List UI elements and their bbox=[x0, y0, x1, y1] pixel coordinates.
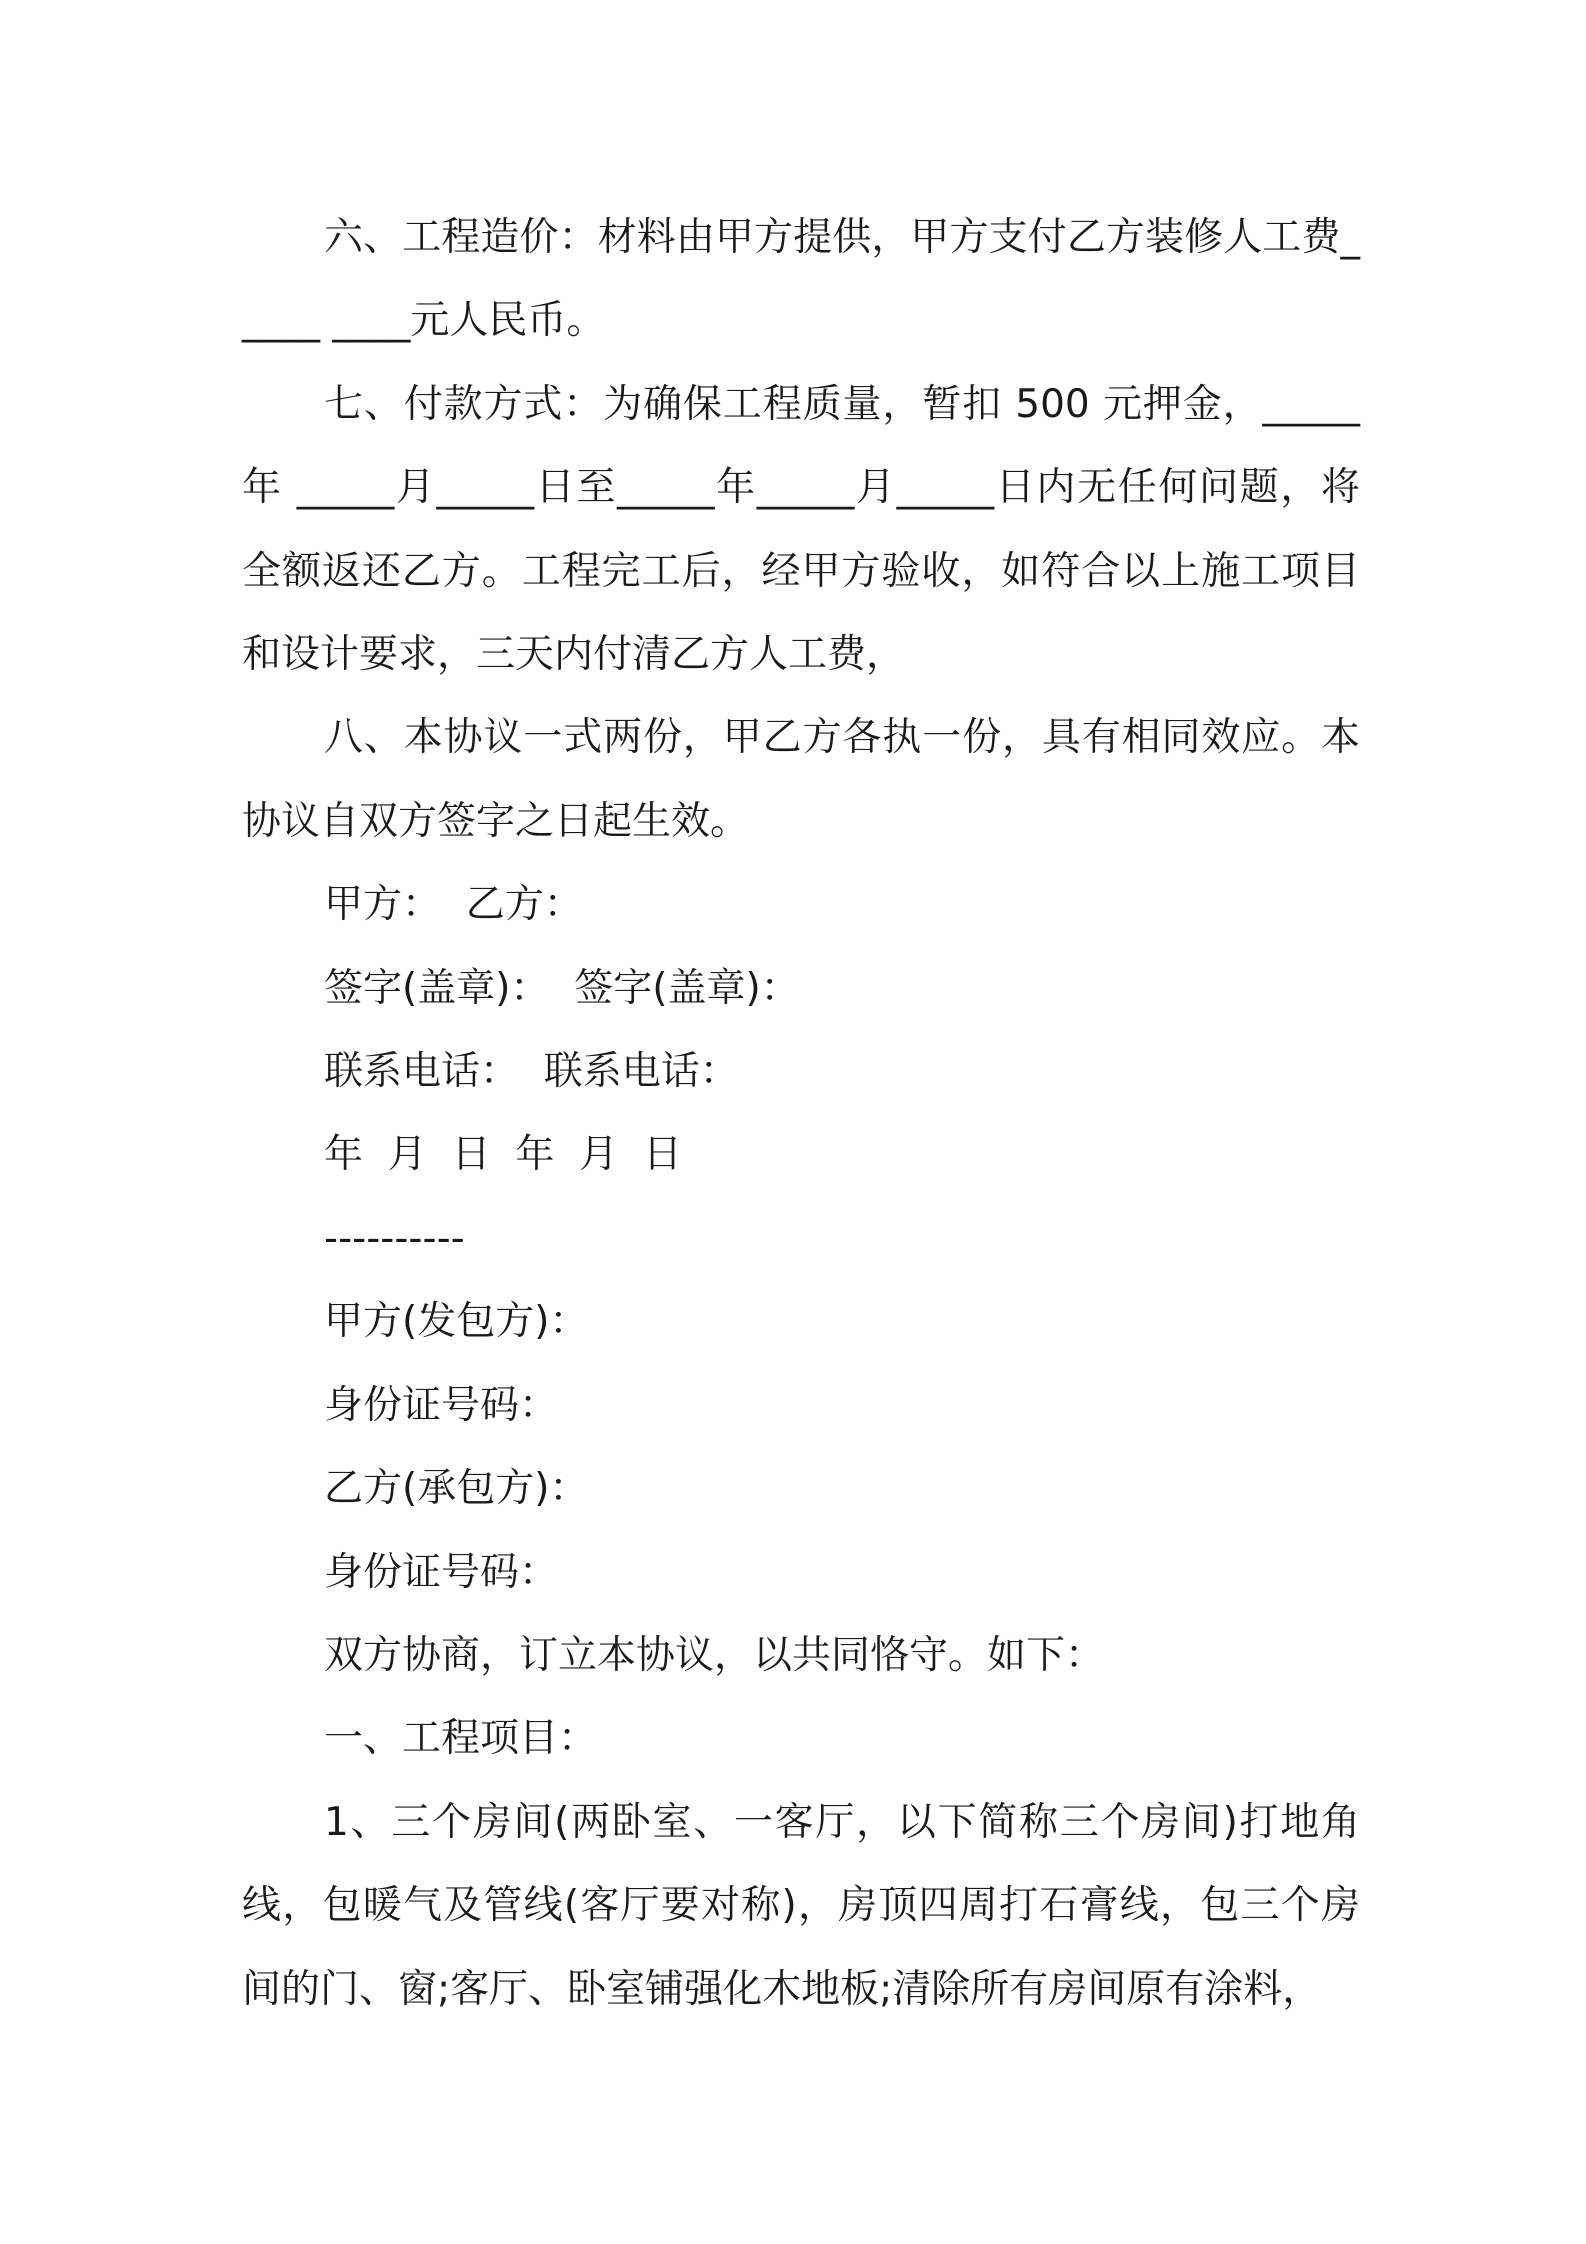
party-b-contractor: 乙方(承包方)： bbox=[324, 1466, 589, 1512]
clause-seven-payment: 七、付款方式：为确保工程质量，暂扣 500 元押金，_____年 _____月_____日至_____年_____月_____日内无任何问题，将全额返还乙方。工程完工后，经甲方验收，如符合以上施工项目和设计要求，三天内付清乙方人工费， bbox=[242, 381, 1360, 678]
agreement-intro: 双方协商，订立本协议，以共同恪守。如下： bbox=[324, 1632, 1105, 1678]
signature-line: 签字(盖章)： 签字(盖章)： bbox=[324, 965, 800, 1011]
party-a-employer: 甲方(发包方)： bbox=[324, 1299, 589, 1345]
party-b-id-number: 身份证号码： bbox=[324, 1549, 559, 1595]
section-one-heading: 一、工程项目： bbox=[324, 1716, 598, 1762]
separator-line: ---------- bbox=[324, 1215, 465, 1261]
party-line: 甲方： 乙方： bbox=[324, 882, 583, 928]
clause-six-cost: 六、工程造价：材料由甲方提供，甲方支付乙方装修人工费_____ ____元人民币。 bbox=[242, 215, 1360, 344]
item-one-rooms: 1、三个房间(两卧室、一客厅，以下简称三个房间)打地角线，包暖气及管线(客厅要对称)，房顶四周打石膏线，包三个房间的门、窗;客厅、卧室铺强化木地板;清除所有房间原有涂料， bbox=[242, 1799, 1360, 2012]
clause-eight-copies: 八、本协议一式两份，甲乙方各执一份，具有相同效应。本协议自双方签字之日起生效。 bbox=[242, 715, 1360, 844]
phone-line: 联系电话： 联系电话： bbox=[324, 1049, 739, 1095]
date-line: 年 月 日 年 月 日 bbox=[324, 1132, 682, 1178]
document-body bbox=[242, 196, 1360, 2031]
party-a-id-number: 身份证号码： bbox=[324, 1382, 559, 1428]
